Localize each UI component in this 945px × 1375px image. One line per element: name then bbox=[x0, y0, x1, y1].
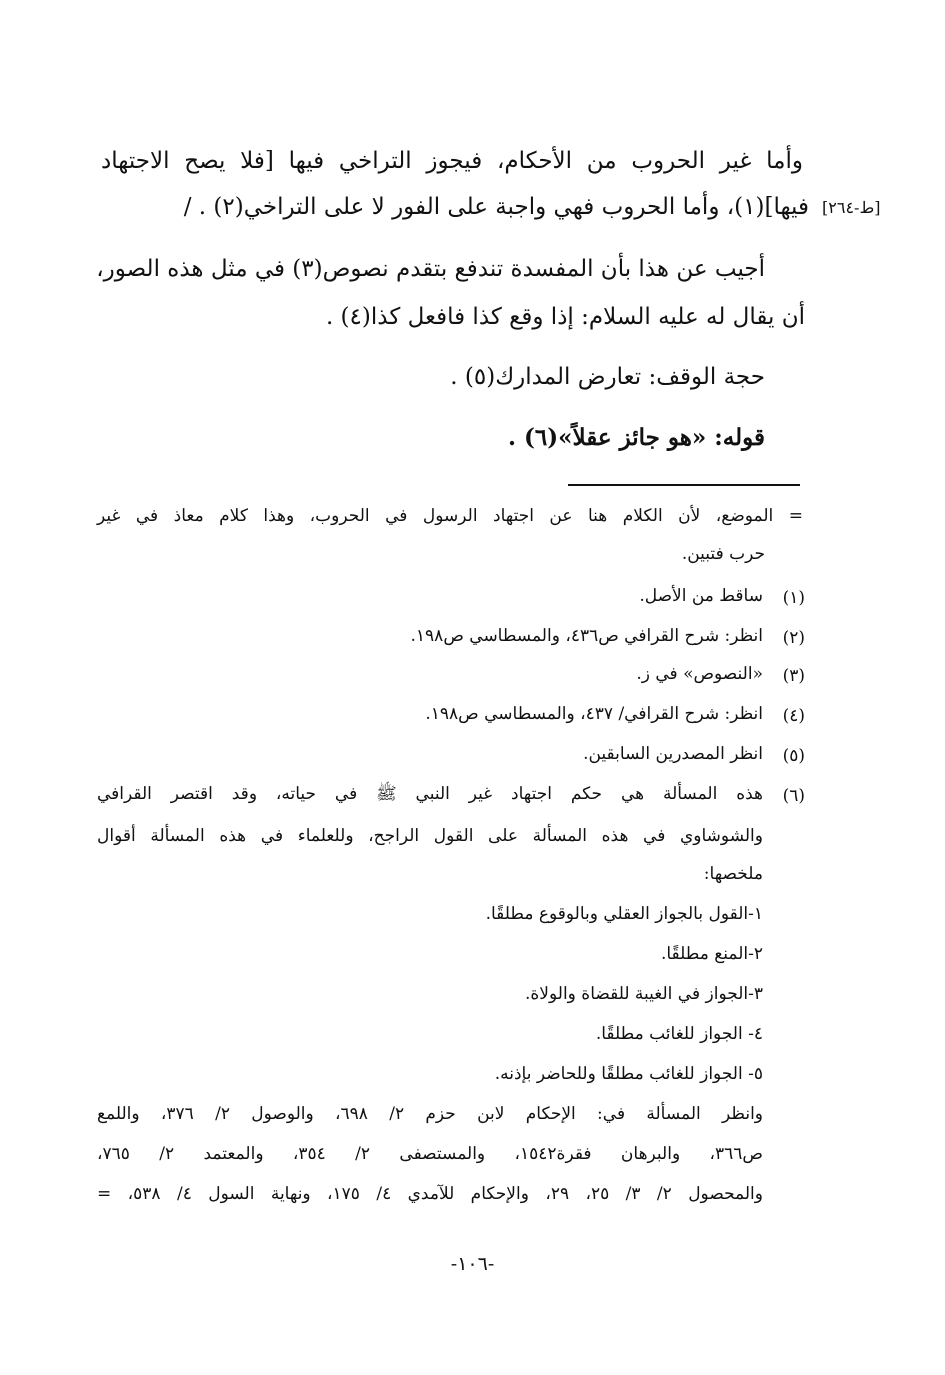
main-line-5: حجة الوقف: تعارض المدارك(٥) . bbox=[450, 364, 765, 390]
footnote-6-list-2: ٢-المنع مطلقًا. bbox=[660, 944, 763, 964]
footnote-text-3: «النصوص» في ز. bbox=[636, 664, 763, 684]
footnote-text-6: هذه المسألة هي حكم اجتهاد غير النبي ﷺ في حياته، وقد اقتصر القرافي bbox=[97, 784, 763, 804]
footnote-6-list-3: ٣-الجواز في الغيبة للقضاة والولاة. bbox=[524, 984, 763, 1004]
footnote-number-4: (٤) bbox=[782, 706, 805, 726]
footnote-6-line-3: ملخصها: bbox=[703, 864, 763, 884]
footnote-number-3: (٣) bbox=[782, 666, 805, 686]
footnote-number-5: (٥) bbox=[782, 746, 805, 766]
footnote-text-2: انظر: شرح القرافي ص٤٣٦، والمسطاسي ص١٩٨. bbox=[410, 626, 763, 646]
footnote-text-1: ساقط من الأصل. bbox=[639, 586, 763, 606]
footnote-continuation-1: = الموضع، لأن الكلام هنا عن اجتهاد الرسول في الحروب، وهذا كلام معاذ في غير bbox=[97, 506, 803, 526]
footnote-6-refs-3: والمحصول ٢/ ٣/ ٢٥، ٢٩، والإحكام للآمدي ٤/ ١٧٥، ونهاية السول ٤/ ٥٣٨، = bbox=[97, 1184, 763, 1204]
page-number: -١٠٦- bbox=[450, 1253, 495, 1275]
footnote-text-5: انظر المصدرين السابقين. bbox=[583, 744, 763, 764]
main-line-6: قوله: «هو جائز عقلاً»(٦) . bbox=[507, 424, 765, 451]
footnote-6-list-5: ٥- الجواز للغائب مطلقًا وللحاضر بإذنه. bbox=[494, 1064, 763, 1084]
main-line-4: أن يقال له عليه السلام: إذا وقع كذا فافعل كذا(٤) . bbox=[325, 304, 805, 330]
main-line-1: وأما غير الحروب من الأحكام، فيجوز التراخي فيها [فلا يصح الاجتهاد bbox=[101, 148, 803, 174]
footnote-continuation-2: حرب فتبين. bbox=[681, 544, 765, 564]
footnote-6-refs-2: ص٣٦٦، والبرهان فقرة١٥٤٢، والمستصفى ٢/ ٣٥٤، والمعتمد ٢/ ٧٦٥، bbox=[97, 1144, 763, 1164]
footnote-number-1: (١) bbox=[782, 588, 805, 608]
footnote-number-6: (٦) bbox=[782, 786, 805, 806]
footnote-number-2: (٢) bbox=[782, 628, 805, 648]
footnote-6-list-1: ١-القول بالجواز العقلي وبالوقوع مطلقًا. bbox=[485, 904, 763, 924]
footnote-6-refs-1: وانظر المسألة في: الإحكام لابن حزم ٢/ ٦٩٨، والوصول ٢/ ٣٧٦، واللمع bbox=[97, 1104, 764, 1124]
footnote-text-4: انظر: شرح القرافي/ ٤٣٧، والمسطاسي ص١٩٨. bbox=[425, 704, 763, 724]
main-line-2: فيها](١)، وأما الحروب فهي واجبة على الفور لا على التراخي(٢) . / bbox=[183, 194, 809, 220]
footnote-6-line-2: والشوشاوي في هذه المسألة على القول الراجح، وللعلماء في هذه المسألة أقوال bbox=[97, 826, 763, 846]
margin-page-ref: [ط-٢٦٤] bbox=[822, 198, 881, 217]
footnote-separator bbox=[568, 484, 800, 486]
footnote-6-list-4: ٤- الجواز للغائب مطلقًا. bbox=[595, 1024, 763, 1044]
main-line-3: أجيب عن هذا بأن المفسدة تندفع بتقدم نصوص(٣) في مثل هذه الصور، bbox=[96, 256, 765, 282]
